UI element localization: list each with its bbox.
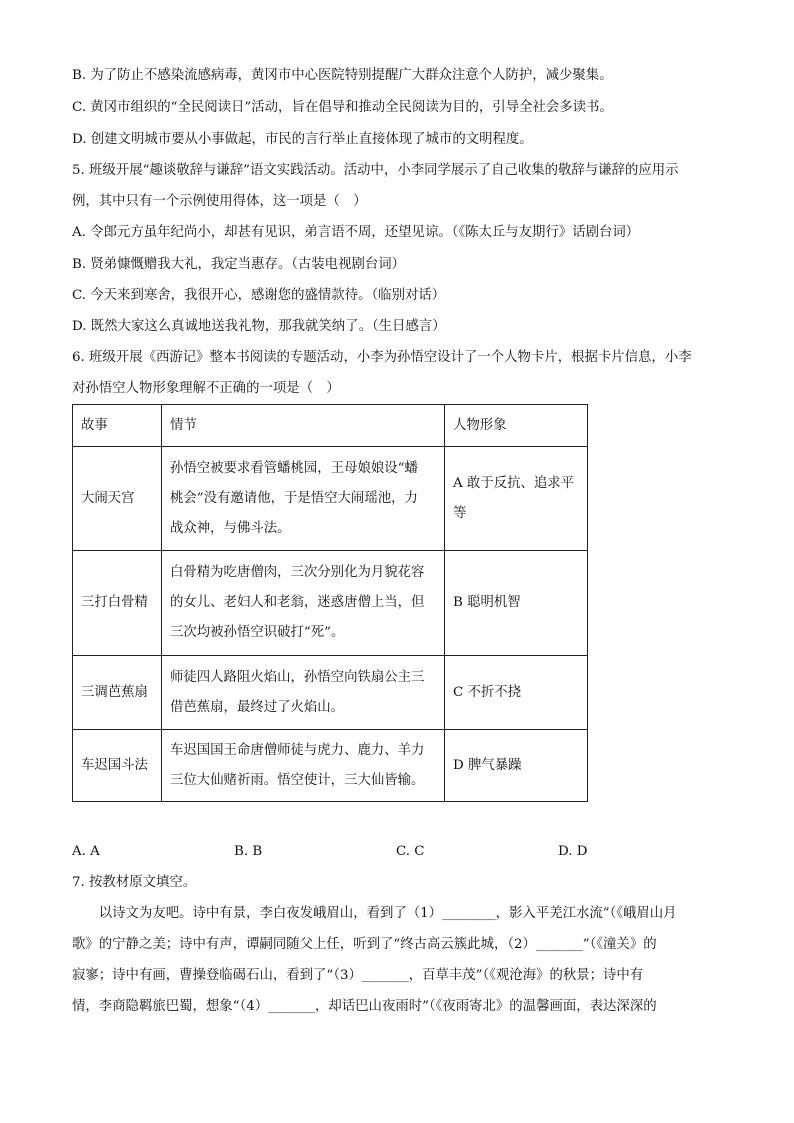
table-row <box>73 656 588 730</box>
q5-option-b: B. 贤弟慷慨赠我大礼，我定当惠存。（古装电视剧台词） <box>72 257 406 272</box>
story-name: 三调芭蕉扇 <box>73 656 162 730</box>
plot-cell <box>162 656 445 730</box>
q4-option-b: B. 为了防止不感染流感病毒，黄冈市中心医院特别提醒广大群众注意个人防护，减少聚集。 <box>72 68 613 83</box>
image-line: B 聪明机智 <box>453 595 521 610</box>
q5-stem-line1: 5. 班级开展“趣谈敬辞与谦辞”语文实践活动。活动中，小李同学展示了自己收集的敬辞与谦辞的应用示 <box>72 163 679 178</box>
plot-line: 三位大仙赌祈雨。悟空使计，三大仙皆输。 <box>170 772 425 788</box>
image-cell <box>445 551 588 656</box>
image-cell <box>445 447 588 551</box>
q5-stem-line2: 例，其中只有一个示例使用得体，这一项是（ ） <box>72 194 367 209</box>
character-card-table <box>72 404 588 802</box>
plot-line: 孙悟空被要求看管蟠桃园，王母娘娘设“蟠 <box>170 460 418 476</box>
plot-line: 三次均被孙悟空识破打“死”。 <box>170 625 345 640</box>
plot-cell <box>162 730 445 802</box>
table-row <box>73 447 588 551</box>
plot-line: 战众神，与佛斗法。 <box>170 520 291 536</box>
story-name: 车迟国斗法 <box>73 730 162 802</box>
q7-text-line4: 情，李商隐羁旅巴蜀，想象“（4）_______，却话巴山夜雨时”（《夜雨寄北》的温馨画面，表达深深的 <box>72 999 657 1014</box>
image-cell <box>445 730 588 802</box>
q7-stem: 7. 按教材原文填空。 <box>72 875 197 890</box>
q7-text-line3: 寂寥；诗中有画，曹操登临碣石山，看到了“（3）_______，百草丰茂”（《观沧海》的秋景；诗中有 <box>72 968 644 983</box>
image-line: D 脾气暴躁 <box>453 757 522 773</box>
plot-line: 桃会”没有邀请他，于是悟空大闹瑶池，力 <box>170 490 418 506</box>
q4-option-d: D. 创建文明城市要从小事做起，市民的言行举止直接体现了城市的文明程度。 <box>72 132 533 147</box>
table-row <box>73 730 588 802</box>
image-line: A 敢于反抗、追求平 <box>453 475 575 491</box>
table-row <box>73 551 588 656</box>
header-plot: 情节 <box>162 405 445 447</box>
plot-line: 车迟国国王命唐僧师徒与虎力、鹿力、羊力 <box>170 742 425 758</box>
plot-cell <box>162 447 445 551</box>
q6-option-d: D. D <box>558 844 588 859</box>
plot-line: 白骨精为吃唐僧肉，三次分别化为月貌花容 <box>170 565 425 580</box>
story-name: 三打白骨精 <box>73 551 162 656</box>
q4-option-c: C. 黄冈市组织的“全民阅读日”活动，旨在倡导和推动全民阅读为目的，引导全社会多读书。 <box>72 100 613 115</box>
q7-text-line1: 以诗文为友吧。诗中有景，李白夜发峨眉山，看到了（1）________，影入平羌江水流”（《峨眉山月 <box>72 906 677 921</box>
plot-cell <box>162 551 445 656</box>
q5-option-d: D. 既然大家这么真诚地送我礼物，那我就笑纳了。（生日感言） <box>72 319 446 334</box>
plot-line: 借芭蕉扇，最终过了火焰山。 <box>170 699 345 715</box>
q5-option-a: A. 令郎元方虽年纪尚小，却甚有见识，弟言语不周，还望见谅。（《陈太丘与友期行》话剧台词） <box>72 225 640 240</box>
story-name: 大闹天宫 <box>73 447 162 551</box>
q7-text-line2: 歌》的宁静之美；诗中有声，谭嗣同随父上任，听到了“终古高云簇此城，（2）_______”（《潼关》的 <box>72 937 657 952</box>
image-line: 等 <box>453 505 467 521</box>
table-header-row <box>73 405 588 447</box>
plot-line: 的女儿、老妇人和老翁，迷惑唐僧上当，但 <box>170 595 425 610</box>
image-cell <box>445 656 588 730</box>
q6-option-b: B. B <box>234 844 263 859</box>
q6-stem-line1: 6. 班级开展《西游记》整本书阅读的专题活动，小李为孙悟空设计了一个人物卡片，根据卡片信息，小李 <box>72 350 692 365</box>
q6-stem-line2: 对孙悟空人物形象理解不正确的一项是（ ） <box>72 381 340 396</box>
q6-option-a: A. A <box>72 844 100 859</box>
q5-option-c: C. 今天来到寒舍，我很开心，感谢您的盛情款待。（临别对话） <box>72 288 446 303</box>
header-story: 故事 <box>73 405 162 447</box>
header-image: 人物形象 <box>445 405 588 447</box>
q6-option-c: C. C <box>396 844 425 859</box>
image-line: C 不折不挠 <box>453 684 522 700</box>
plot-line: 师徒四人路阻火焰山，孙悟空向铁扇公主三 <box>170 669 425 685</box>
